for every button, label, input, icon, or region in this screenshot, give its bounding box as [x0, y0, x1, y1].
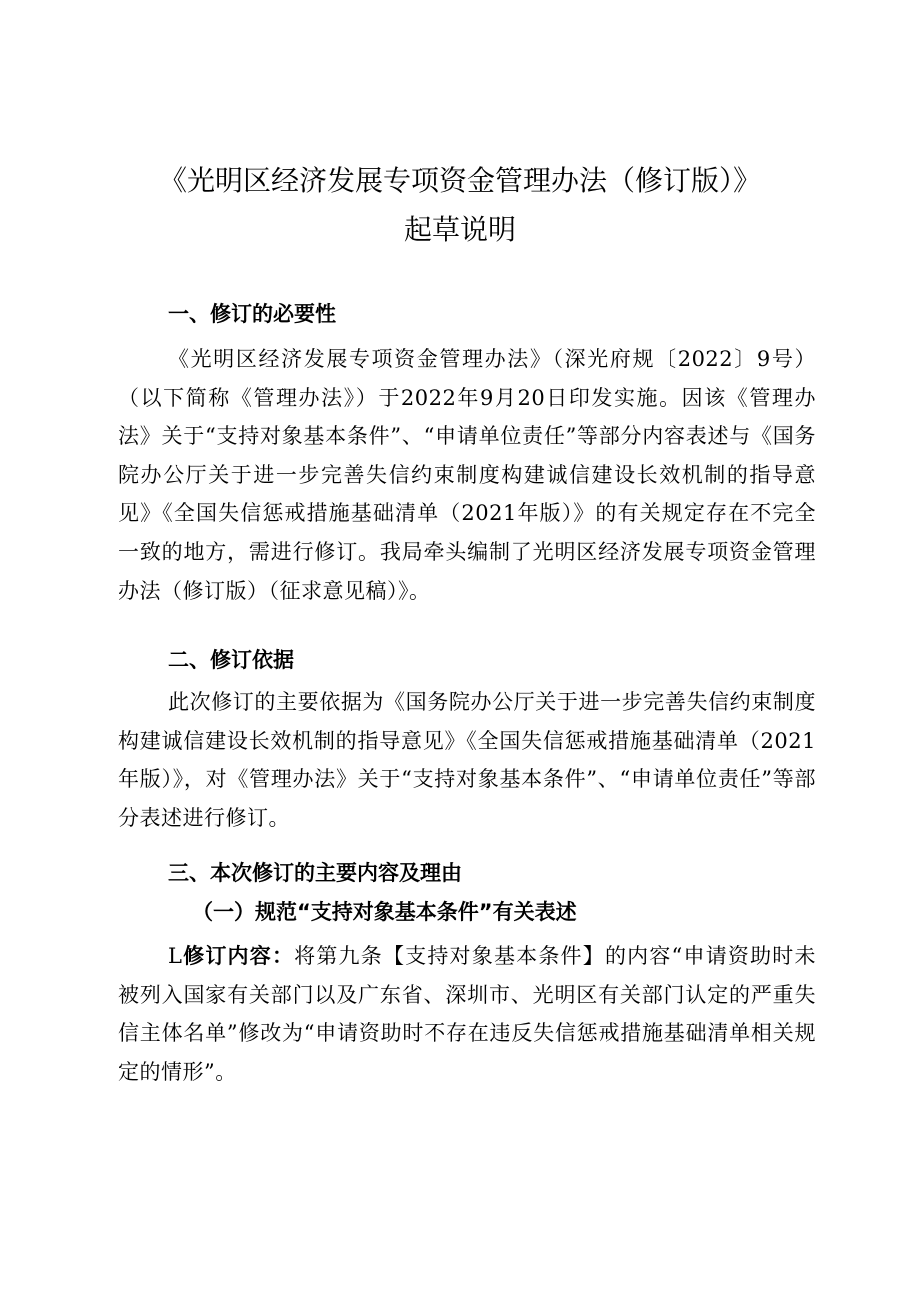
section-1-heading: 一、修订的必要性 — [168, 302, 336, 326]
section-1-paragraph: 《光明区经济发展专项资金管理办法》（深光府规〔2022〕9号）（以下简称《管理办法》）于2022年9月20日印发实施。因该《管理办法》关于“支持对象基本条件”、“申请单位责任”等部分内容表述与《国务院办公厅关于进一步完善失信约束制度构建诚信建设长效机制的指导意见》《全国失信惩戒措施基础清单（2021年版）》的有关规定存在不完全一致的地方，需进行修订。我局牵头编制了光明区经济发展专项资金管理办法（修订版）（征求意见稿）》。 — [118, 347, 816, 603]
section-2-heading: 二、修订依据 — [168, 648, 294, 672]
section-3-heading: 三、本次修订的主要内容及理由 — [168, 861, 462, 885]
section-3-subheading: （一）规范“支持对象基本条件”有关表述 — [192, 900, 577, 924]
document-title-line-2: 起草说明 — [403, 213, 516, 246]
section-3-item-paragraph — [118, 937, 816, 1091]
item-prefix: L — [168, 944, 183, 968]
section-2-paragraph: 此次修订的主要依据为《国务院办公厅关于进一步完善失信约束制度构建诚信建设长效机制的指导意见》《全国失信惩戒措施基础清单（2021年版）》，对《管理办法》关于“支持对象基本条件”、“申请单位责任”等部分表述进行修订。 — [118, 690, 816, 830]
document-title-line-1: 《光明区经济发展专项资金管理办法（修订版）》 — [158, 164, 761, 197]
item-label: 修订内容： — [182, 944, 295, 968]
item-body: 将第九条【支持对象基本条件】的内容“申请资助时未被列入国家有关部门以及广东省、深圳市、光明区有关部门认定的严重失信主体名单”修改为“申请资助时不存在违反失信惩戒措施基础清单相关规定的情形”。 — [118, 944, 816, 1084]
